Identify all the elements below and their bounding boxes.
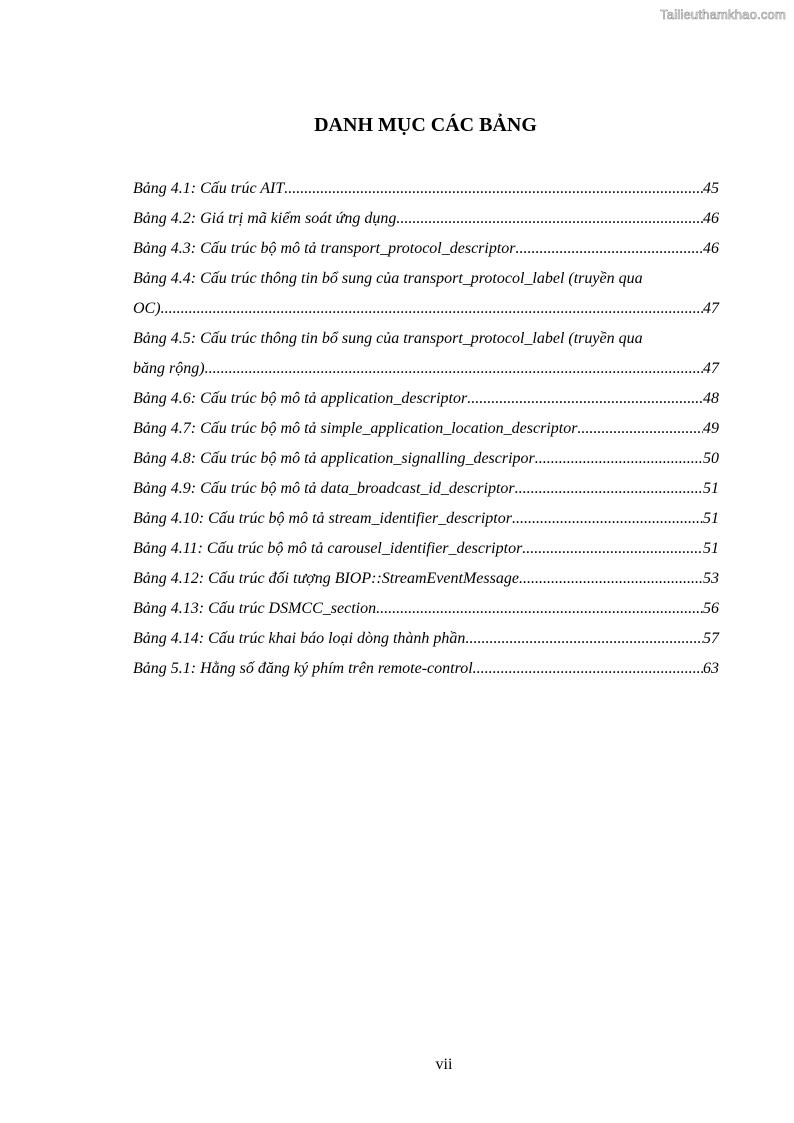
list-item[interactable] — [133, 324, 719, 384]
list-item[interactable] — [133, 534, 719, 564]
dot-leader — [522, 534, 703, 564]
entry-title: Bảng 4.10: Cấu trúc bộ mô tả stream_identifier_descriptor — [133, 510, 512, 527]
list-item[interactable] — [133, 564, 719, 594]
entry-title: Bảng 4.9: Cấu trúc bộ mô tả data_broadcast_id_descriptor — [133, 480, 515, 497]
dot-leader — [512, 504, 703, 534]
entry-title: Bảng 4.7: Cấu trúc bộ mô tả simple_application_location_descriptor — [133, 420, 578, 437]
entry-page: 53 — [703, 570, 719, 587]
dot-leader — [519, 564, 703, 594]
entry-title-line2: OC) — [133, 300, 161, 317]
entry-title: Bảng 4.13: Cấu trúc DSMCC_section — [133, 600, 377, 617]
list-item[interactable] — [133, 504, 719, 534]
entry-title-line1: Bảng 4.5: Cấu trúc thông tin bổ sung của transport_protocol_label (truyền qua — [133, 330, 643, 347]
dot-leader — [535, 444, 703, 474]
entry-title: Bảng 4.12: Cấu trúc đối tượng BIOP::StreamEventMessage — [133, 570, 519, 587]
watermark: Tailieuthamkhao.com — [660, 7, 786, 22]
dot-leader — [577, 414, 703, 444]
dot-leader — [376, 594, 703, 624]
entry-page: 49 — [703, 420, 719, 437]
entry-page: 46 — [703, 210, 719, 227]
entry-page: 47 — [703, 360, 719, 377]
dot-leader — [284, 174, 703, 204]
list-item[interactable] — [133, 234, 719, 264]
entry-title: Bảng 4.2: Giá trị mã kiểm soát ứng dụng — [133, 210, 397, 227]
list-item[interactable] — [133, 174, 719, 204]
list-item[interactable] — [133, 204, 719, 234]
dot-leader — [515, 474, 703, 504]
table-list — [133, 174, 719, 684]
entry-page: 47 — [703, 300, 719, 317]
entry-title: Bảng 4.1: Cấu trúc AIT — [133, 180, 285, 197]
dot-leader — [516, 234, 703, 264]
entry-title: Bảng 4.14: Cấu trúc khai báo loại dòng thành phần — [133, 630, 466, 647]
page-number: vii — [435, 1056, 453, 1073]
page-title: DANH MỤC CÁC BẢNG — [314, 114, 537, 136]
entry-page: 45 — [703, 180, 719, 197]
entry-page: 46 — [703, 240, 719, 257]
dot-leader — [467, 384, 703, 414]
entry-title-line2: băng rộng) — [133, 360, 205, 377]
dot-leader — [465, 624, 703, 654]
entry-title: Bảng 4.11: Cấu trúc bộ mô tả carousel_identifier_descriptor — [133, 540, 523, 557]
dot-leader — [473, 654, 703, 684]
entry-page: 56 — [703, 600, 719, 617]
list-item[interactable] — [133, 594, 719, 624]
entry-page: 57 — [703, 630, 719, 647]
list-item[interactable] — [133, 624, 719, 654]
list-item[interactable] — [133, 654, 719, 684]
list-item[interactable] — [133, 414, 719, 444]
entry-page: 50 — [703, 450, 719, 467]
entry-title: Bảng 4.6: Cấu trúc bộ mô tả application_descriptor — [133, 390, 468, 407]
list-item[interactable] — [133, 264, 719, 324]
entry-page: 63 — [703, 660, 719, 677]
entry-title-line1: Bảng 4.4: Cấu trúc thông tin bổ sung của transport_protocol_label (truyền qua — [133, 270, 643, 287]
dot-leader — [205, 354, 703, 384]
entry-page: 51 — [703, 540, 719, 557]
dot-leader — [161, 294, 703, 324]
list-item[interactable] — [133, 474, 719, 504]
list-item[interactable] — [133, 384, 719, 414]
list-item[interactable] — [133, 444, 719, 474]
entry-title: Bảng 5.1: Hằng số đăng ký phím trên remote-control — [133, 660, 473, 677]
entry-title: Bảng 4.3: Cấu trúc bộ mô tả transport_protocol_descriptor — [133, 240, 516, 257]
entry-page: 48 — [703, 390, 719, 407]
entry-title: Bảng 4.8: Cấu trúc bộ mô tả application_signalling_descripor — [133, 450, 535, 467]
entry-page: 51 — [703, 510, 719, 527]
entry-page: 51 — [703, 480, 719, 497]
dot-leader — [396, 204, 703, 234]
